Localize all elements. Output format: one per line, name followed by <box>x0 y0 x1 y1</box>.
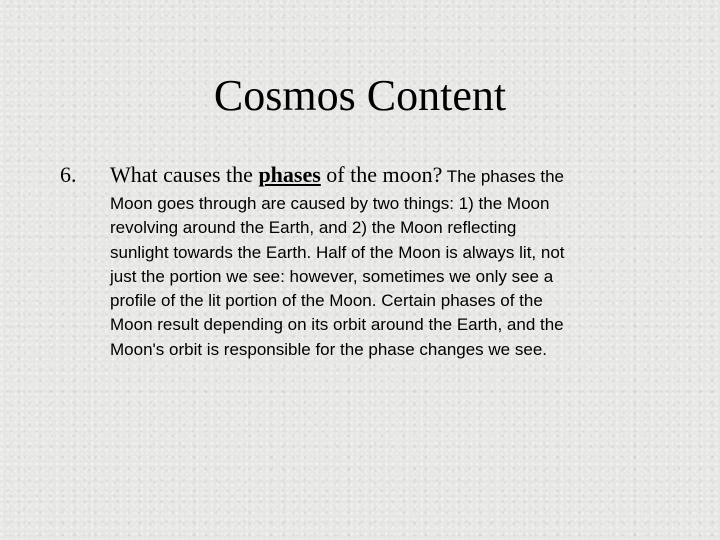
question-line <box>110 162 655 190</box>
answer-text <box>110 192 655 362</box>
answer-line: sunlight towards the Earth. Half of the Moon is always lit, not <box>110 242 565 262</box>
answer-line: Moon goes through are caused by two things: 1) the Moon <box>110 194 550 213</box>
answer-first-line: The phases the <box>442 167 564 186</box>
item-body <box>110 162 655 362</box>
answer-line: Moon's orbit is responsible for the phase changes we see. <box>110 339 547 359</box>
answer-line: revolving around the Earth, and 2) the Moon reflecting <box>110 218 517 238</box>
answer-line: just the portion we see: however, sometimes we only see a <box>110 266 554 286</box>
question-text-before: What causes the <box>110 162 259 187</box>
question-keyword: phases <box>258 162 321 187</box>
answer-line: Moon result depending on its orbit around the Earth, and the <box>110 315 564 335</box>
item-number: 6. <box>60 162 77 187</box>
question-text-after: of the moon? <box>320 162 443 187</box>
slide-title: Cosmos Content <box>213 71 507 120</box>
answer-line: profile of the lit portion of the Moon. Certain phases of the <box>110 291 543 311</box>
